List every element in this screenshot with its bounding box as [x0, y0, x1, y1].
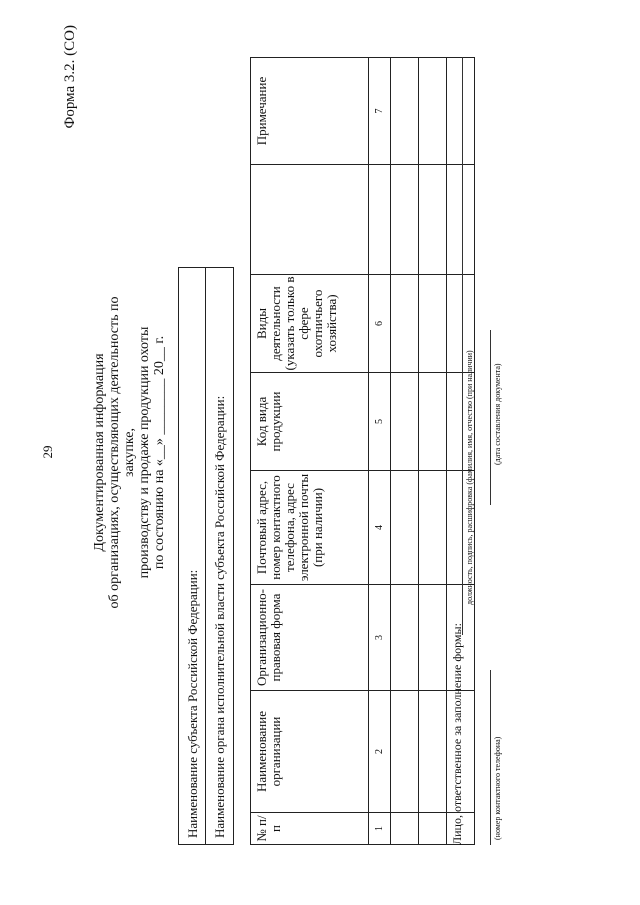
- title-line-3: производству и продаже продукции охоты: [137, 326, 152, 579]
- form-code: Форма 3.2. (СО): [62, 25, 78, 129]
- table-cell: [419, 275, 447, 373]
- date-line: [490, 330, 491, 505]
- table-cell: [391, 58, 419, 165]
- col-header-product-code: Код вида продукции: [251, 373, 369, 471]
- table-cell: [391, 373, 419, 471]
- table-row: [391, 58, 419, 845]
- table-row: [419, 58, 447, 845]
- col-header-contacts: Почтовый адрес, номер контактного телефона, адрес электронной почты (при наличии): [251, 471, 369, 585]
- phone-caption: (номер контактного телефона): [493, 736, 502, 840]
- subject-name-row: Наименование субъекта Российской Федерации:: [179, 268, 206, 844]
- table-cell: [391, 813, 419, 845]
- column-numbers-row: [369, 58, 391, 845]
- table-cell: [419, 58, 447, 165]
- column-number: 5: [369, 373, 391, 471]
- table-cell: [447, 58, 475, 165]
- col-header-blank: [251, 165, 369, 275]
- document-title: [92, 280, 167, 625]
- col-header-note: Примечание: [251, 58, 369, 165]
- column-number: 3: [369, 585, 391, 691]
- executive-authority-row: Наименование органа исполнительной власти субъекта Российской Федерации:: [212, 395, 227, 838]
- column-number: 7: [369, 58, 391, 165]
- phone-line: [490, 670, 491, 845]
- table-cell: [419, 585, 447, 691]
- table-cell: [419, 165, 447, 275]
- title-line-2: об организациях, осуществляющих деятельность по закупке,: [107, 296, 137, 609]
- column-number: 6: [369, 275, 391, 373]
- signature-line: [462, 57, 463, 635]
- subject-info-box: [178, 267, 234, 845]
- responsible-person-label: Лицо, ответственное за заполнение формы:: [450, 623, 464, 845]
- table-cell: [391, 165, 419, 275]
- date-caption: (дата составления документа): [493, 363, 502, 465]
- table-cell: [391, 691, 419, 813]
- column-number: 4: [369, 471, 391, 585]
- table-cell: [391, 471, 419, 585]
- table-cell: [419, 471, 447, 585]
- col-header-activity-types: Виды деятельности (указать только в сфере охотничьего хозяйства): [251, 275, 369, 373]
- column-number: 2: [369, 691, 391, 813]
- table-header-row: [251, 58, 369, 845]
- table-cell: [419, 691, 447, 813]
- col-header-legal-form: Организационно-правовая форма: [251, 585, 369, 691]
- table-cell: [419, 373, 447, 471]
- organizations-table: [250, 57, 475, 845]
- table-cell: [419, 813, 447, 845]
- page-number: 29: [40, 445, 55, 459]
- title-line-1: Документированная информация: [92, 353, 107, 552]
- column-number: 1: [369, 813, 391, 845]
- table-cell: [391, 275, 419, 373]
- signature-caption: должность, подпись, расшифровка (фамилия, имя, отчество (при наличии): [465, 350, 474, 605]
- title-line-4: по состоянию на «__» ________ 20__ г.: [152, 335, 167, 570]
- col-header-index: № п/п: [251, 813, 369, 845]
- table-cell: [391, 585, 419, 691]
- table-cell: [447, 165, 475, 275]
- column-number: [369, 165, 391, 275]
- col-header-org-name: Наименование организации: [251, 691, 369, 813]
